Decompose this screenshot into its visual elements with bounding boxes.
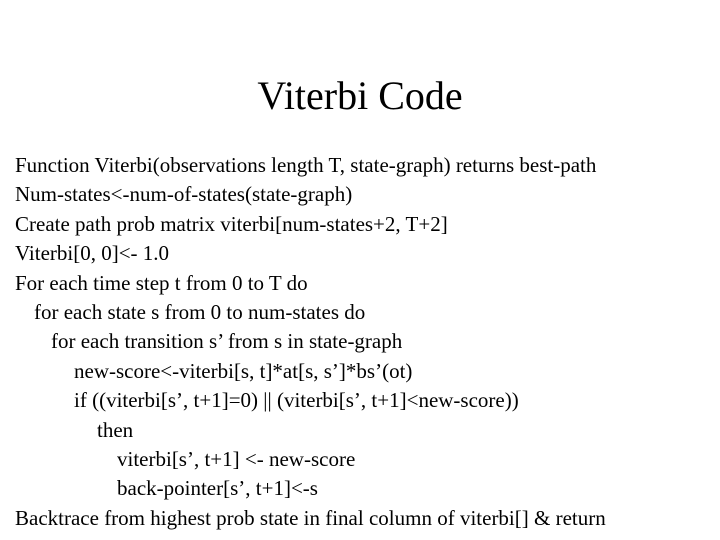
code-line: new-score<-viterbi[s, t]*at[s, s’]*bs’(ot) [74,358,413,383]
code-line: if ((viterbi[s’, t+1]=0) || (viterbi[s’, t+1]<new-score)) [74,388,519,413]
slide-title: Viterbi Code [257,73,463,118]
code-line: Backtrace from highest prob state in final column of viterbi[] & return [15,505,606,530]
code-line: back-pointer[s’, t+1]<-s [117,476,318,501]
code-line: Function Viterbi(observations length T, state-graph) returns best-path [15,153,597,177]
code-line: Num-states<-num-of-states(state-graph) [15,182,353,207]
code-line: for each state s from 0 to num-states do [34,299,366,324]
code-block [15,151,715,533]
code-line: then [97,417,134,442]
code-line: Create path prob matrix viterbi[num-states+2, T+2] [15,211,448,236]
code-line: For each time step t from 0 to T do [15,270,308,295]
code-line: for each transition s’ from s in state-graph [51,329,403,354]
code-line: viterbi[s’, t+1] <- new-score [117,446,356,471]
code-line: Viterbi[0, 0]<- 1.0 [15,241,170,266]
